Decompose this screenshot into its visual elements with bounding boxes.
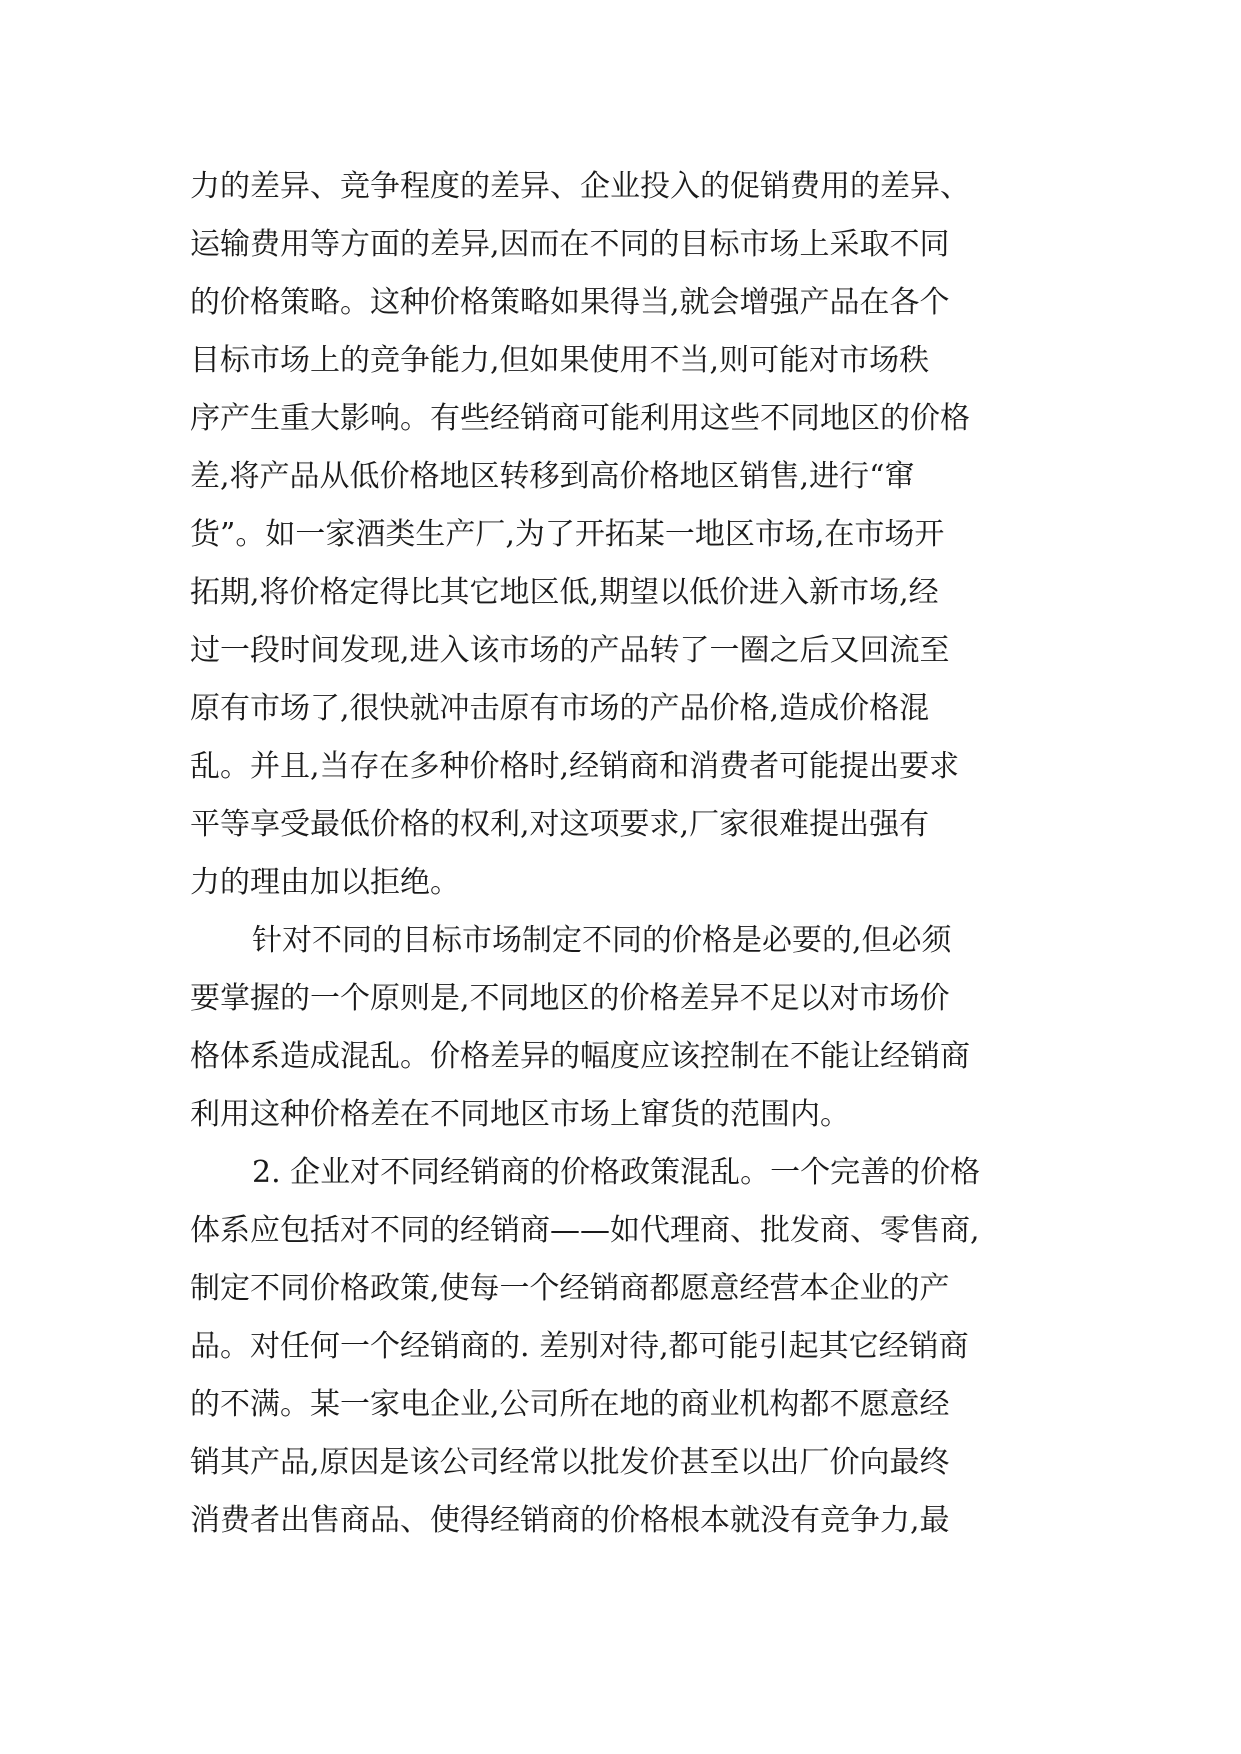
paragraph-start-line: 针对不同的目标市场制定不同的价格是必要的,但必须 xyxy=(252,923,952,958)
text-line: 力的理由加以拒绝。 xyxy=(190,865,460,900)
text-line: 货”。如一家酒类生产厂,为了开拓某一地区市场,在市场开 xyxy=(190,517,945,552)
body-text xyxy=(190,158,1070,1550)
text-line: 过一段时间发现,进入该市场的产品转了一圈之后又回流至 xyxy=(190,633,950,668)
text-line: 目标市场上的竞争能力,但如果使用不当,则可能对市场秩 xyxy=(190,343,930,378)
text-line: 运输费用等方面的差异,因而在不同的目标市场上采取不同 xyxy=(190,227,950,262)
text-line: 格体系造成混乱。价格差异的幅度应该控制在不能让经销商 xyxy=(190,1039,970,1074)
text-line: 消费者出售商品、使得经销商的价格根本就没有竞争力,最 xyxy=(190,1503,950,1538)
paragraph-start-line: 2. 企业对不同经销商的价格政策混乱。一个完善的价格 xyxy=(252,1155,981,1190)
text-line: 要掌握的一个原则是,不同地区的价格差异不足以对市场价 xyxy=(190,981,950,1016)
text-line: 原有市场了,很快就冲击原有市场的产品价格,造成价格混 xyxy=(190,691,930,726)
text-line: 拓期,将价格定得比其它地区低,期望以低价进入新市场,经 xyxy=(190,575,939,610)
text-line: 乱。并且,当存在多种价格时,经销商和消费者可能提出要求 xyxy=(190,749,960,784)
text-line: 序产生重大影响。有些经销商可能利用这些不同地区的价格 xyxy=(190,401,970,436)
text-line: 体系应包括对不同的经销商——如代理商、批发商、零售商, xyxy=(190,1213,980,1248)
text-line: 差,将产品从低价格地区转移到高价格地区销售,进行“窜 xyxy=(190,459,915,494)
text-line: 的不满。某一家电企业,公司所在地的商业机构都不愿意经 xyxy=(190,1387,950,1422)
text-line: 制定不同价格政策,使每一个经销商都愿意经营本企业的产 xyxy=(190,1271,950,1306)
text-line: 销其产品,原因是该公司经常以批发价甚至以出厂价向最终 xyxy=(190,1445,950,1480)
text-line: 的价格策略。这种价格策略如果得当,就会增强产品在各个 xyxy=(190,285,950,320)
text-line: 利用这种价格差在不同地区市场上窜货的范围内。 xyxy=(190,1097,850,1132)
text-line: 平等享受最低价格的权利,对这项要求,厂家很难提出强有 xyxy=(190,807,930,842)
text-line: 品。对任何一个经销商的. 差别对待,都可能引起其它经销商 xyxy=(190,1329,969,1364)
text-line: 力的差异、竞争程度的差异、企业投入的促销费用的差异、 xyxy=(190,169,970,204)
